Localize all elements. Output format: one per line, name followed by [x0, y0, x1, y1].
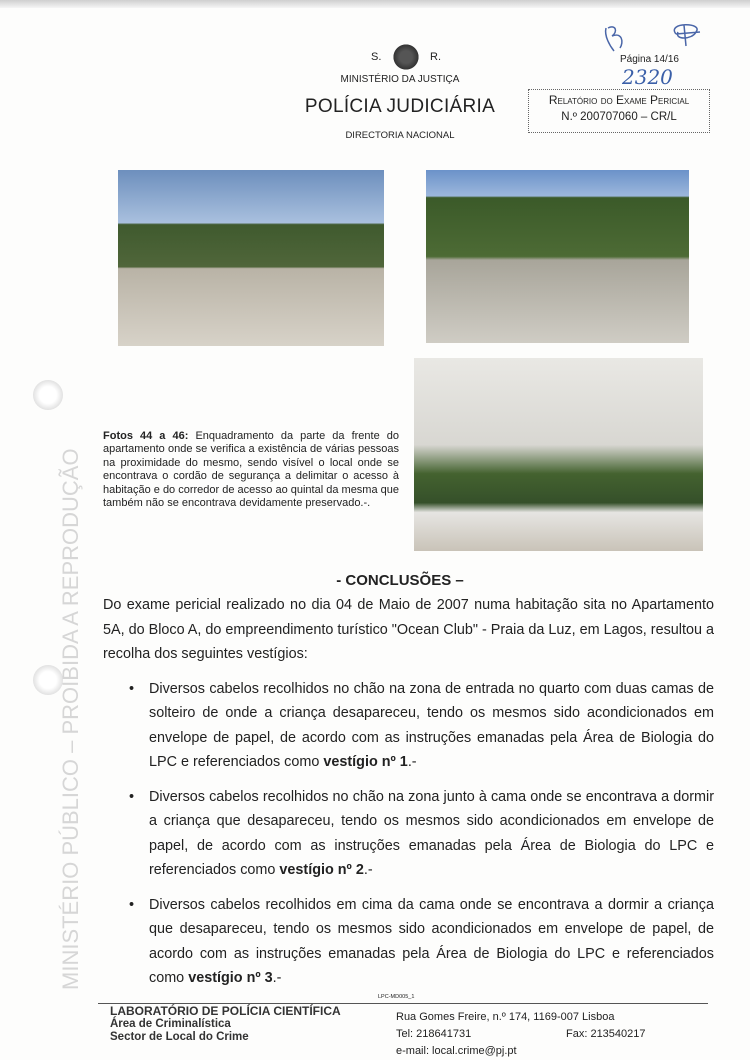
- area-name: Área de Criminalística: [110, 1018, 231, 1030]
- punch-hole: [33, 380, 63, 410]
- agency-name: POLÍCIA JUDICIÁRIA: [304, 96, 496, 117]
- caption-label: Fotos 44 a 46:: [103, 430, 189, 442]
- seal-row: [371, 44, 441, 70]
- photo-45-people-outside: [426, 170, 689, 343]
- watermark: MINISTÉRIO PÚBLICO – PROIBIDA A REPRODUÇÃO: [58, 448, 83, 990]
- r-label: R.: [430, 51, 441, 63]
- handwritten-folio: 2320: [622, 65, 673, 89]
- bullet-icon: •: [129, 896, 135, 913]
- evidence-item: • Diversos cabelos recolhidos em cima da cama onde se encontrava a dormir a criança que desapareceu, tendo os mesmos sido acondicionados em envelope de papel, de acordo com as instruções emanadas pela Área de Biologia do LPC e referenciados como vestígio nº 3.-: [103, 893, 714, 991]
- conclusions-body: [103, 593, 714, 991]
- bullet-icon: •: [129, 680, 135, 697]
- lab-name: LABORATÓRIO DE POLÍCIA CIENTÍFICA: [110, 1004, 341, 1018]
- bullet-icon: •: [129, 788, 135, 805]
- s-label: S.: [371, 51, 382, 63]
- scan-edge: [0, 0, 750, 8]
- evidence-item: • Diversos cabelos recolhidos no chão na zona junto à cama onde se encontrava a dormir a criança que desapareceu, tendo os mesmos sido acondicionados em envelope de papel, de acordo com as instruções emanadas pela Área de Biologia do LPC e referenciados como vestígio nº 2.-: [103, 785, 714, 883]
- evidence-item: • Diversos cabelos recolhidos no chão na zona de entrada no quarto com duas camas de solteiro de onde a criança desapareceu, tendo os mesmos sido acondicionados em envelope de papel, de acordo com as instruções emanadas pela Área de Biologia do LPC e referenciados como vestígio nº 1.-: [103, 677, 714, 775]
- photo-44-street: [118, 170, 384, 346]
- section-heading: - CONCLUSÕES –: [336, 572, 464, 589]
- coat-of-arms-icon: [390, 44, 422, 70]
- email: e-mail: local.crime@pj.pt: [396, 1045, 517, 1057]
- page-number: Página 14/16: [620, 54, 679, 65]
- evidence-list: [103, 677, 714, 991]
- form-code: LPC-MD005_1: [378, 994, 415, 1000]
- caption-text: Enquadramento da parte da frente do apartamento onde se verifica a existência de várias pessoas na proximidade do mesmo, sendo visível o local onde se encontrava o cordão de segurança a delimitar o acesso à habitação e do corredor de acesso ao quintal da mesma que também não se encontrava devidamente preservado.-.: [103, 430, 400, 510]
- ministry-name: MINISTÉRIO DA JUSTIÇA: [340, 74, 460, 85]
- photo-46-building: [414, 358, 703, 551]
- directorate-name: DIRECTORIA NACIONAL: [345, 130, 455, 141]
- sector-name: Sector de Local do Crime: [110, 1031, 249, 1043]
- report-number: N.º 200707060 – CR/L: [561, 111, 677, 123]
- telephone: Tel: 218641731: [396, 1028, 472, 1040]
- footer-department: [110, 1005, 341, 1044]
- photo-caption: [103, 430, 399, 510]
- intro-paragraph: Do exame pericial realizado no dia 04 de Maio de 2007 numa habitação sita no Apartamento 5A, do Bloco A, do empreendimento turístico "Ocean Club" - Praia da Luz, em Lagos, resultou a recolha dos seguintes vestígios:: [103, 597, 714, 662]
- address: Rua Gomes Freire, n.º 174, 1169-007 Lisboa: [396, 1011, 615, 1023]
- signature-initials: [596, 22, 706, 52]
- report-title: Relatório do Exame Pericial: [548, 93, 690, 107]
- fax: Fax: 213540217: [566, 1028, 646, 1040]
- report-box: [528, 89, 710, 133]
